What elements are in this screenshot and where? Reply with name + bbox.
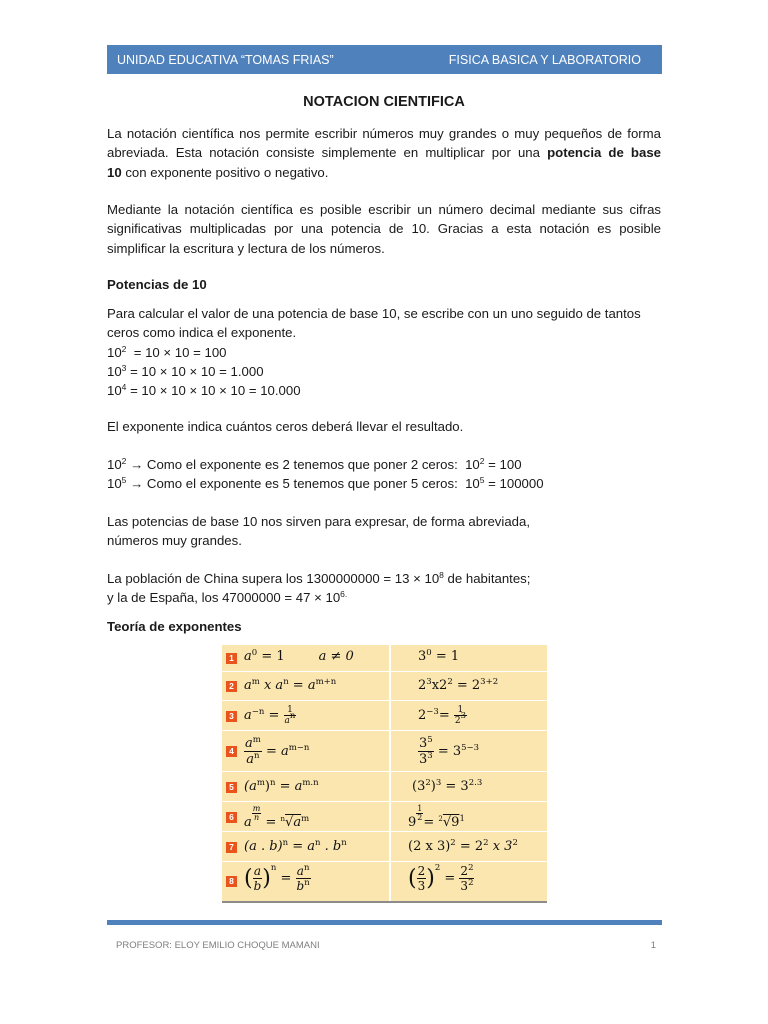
text-line: números muy grandes. — [107, 533, 242, 549]
rule-row-2 — [222, 671, 547, 701]
power-line: $10^3 = 10 \times 10 \times 10 = 1.000$ — [107, 362, 264, 379]
rule-formula: $\frac{a^m}{a^n}$ = $a^{m-n}$ — [245, 735, 310, 767]
section-heading-powers: Potencias de 10 — [107, 277, 207, 292]
text-line: La población de China supera los $1300000000 = 13 \times 10^8$ de habitantes; — [107, 570, 531, 586]
page-number: 1 — [650, 940, 656, 951]
rule-formula: $(a^m)^n = a^{m.n}$ — [244, 778, 319, 794]
rule-example: $\frac{3^5}{3^3}$ = $3^{5-3}$ — [419, 735, 480, 767]
footer-teacher: PROFESOR: ELOY EMILIO CHOQUE MAMANI — [116, 940, 320, 951]
rule-number-badge: 8 — [226, 876, 237, 887]
text-line: La notación científica nos permite escribir números muy grandes o muy pequeños de forma — [107, 126, 661, 141]
text-line: Mediante la notación científica es posible escribir un número decimal mediante sus cifras — [107, 202, 661, 217]
exponent-rules-table — [222, 644, 547, 903]
text-line: ceros como indica el exponente. — [107, 325, 297, 341]
rule-row-8 — [222, 861, 547, 902]
example-line: $10^5$ → Como el exponente es 5 tenemos que poner 5 ceros: $10^5 = 100000$ — [107, 475, 544, 492]
page-header — [107, 45, 662, 74]
text-line: significativas multiplicadas por una potencia de 10. Gracias a esta notación es posible — [107, 221, 661, 237]
examples-block — [107, 455, 661, 494]
power-line: $10^4 = 10 \times 10 \times 10 \times 10 = 10.000$ — [107, 382, 301, 399]
rule-example: 9 $\frac{1}{2}$ = $^2√9^1$ — [408, 804, 465, 830]
rule-row-7 — [222, 831, 547, 862]
rule-number-badge: 7 — [226, 842, 237, 853]
rule-row-3 — [222, 700, 547, 731]
rule-number-badge: 4 — [226, 746, 237, 757]
page-title: NOTACION CIENTIFICA — [303, 94, 465, 110]
example-line: $10^2$ → Como el exponente es 2 tenemos que poner 2 ceros: $10^2 = 100$ — [107, 456, 522, 472]
header-school: UNIDAD EDUCATIVA “TOMAS FRIAS” — [117, 52, 334, 67]
rule-example: (2 x $3)^2 = 2^2$ x $3^2$ — [408, 838, 518, 854]
bold-text: potencia de base — [547, 145, 661, 161]
text-line: Para calcular el valor de una potencia de base 10, se escribe con un uno seguido de tantos — [107, 306, 641, 321]
text-line: simplificar la escritura y lectura de los números. — [107, 240, 385, 256]
rule-number-badge: 2 — [226, 681, 237, 692]
rule-formula: $a^m$ x $a^n = a^{m+n}$ — [244, 677, 337, 693]
exponent-note: El exponente indica cuántos ceros deberá llevar el resultado. — [107, 419, 464, 434]
page-footer — [116, 940, 656, 951]
rule-formula: $a^{-n}$ = $\frac{1}{a^n}$ — [244, 705, 296, 726]
text-line: Las potencias de base 10 nos sirven para expresar, de forma abreviada, — [107, 514, 530, 529]
rule-formula: $a^0 = 1$ a ≠ 0 — [244, 648, 354, 664]
power-line: $10^2 = 10 \times 10 = 100$ — [107, 343, 227, 360]
footer-rule — [107, 920, 662, 925]
rule-formula: (a . $b)^n = a^n$ . $b^n$ — [244, 838, 347, 854]
second-paragraph — [107, 200, 661, 258]
text-line: abreviada. Esta notación consiste simplemente en multiplicar por una — [107, 145, 540, 161]
rule-number-badge: 6 — [226, 812, 237, 823]
rule-number-badge: 5 — [226, 782, 237, 793]
powers-paragraph — [107, 304, 661, 400]
rule-row-5 — [222, 771, 547, 802]
section-heading-exponents: Teoría de exponentes — [107, 619, 242, 634]
header-subject: FISICA BASICA Y LABORATORIO — [448, 52, 641, 67]
rule-formula: a $\frac{m}{n}$ = $^n√a^m$ — [244, 804, 310, 830]
population-paragraph — [107, 569, 661, 608]
rule-example: $2^{-3}=$ $\frac{1}{2^3}$ — [418, 705, 466, 726]
rule-example: ( $\frac{2}{3}$ )$^2$ = $\frac{2^2}{3^2}$ — [408, 863, 474, 893]
bold-text: 10 — [107, 164, 122, 180]
text-line: y la de España, los $47000000 = 47 \times 10^{6.}$ — [107, 589, 348, 606]
rule-example: $2^3x2^2 = 2^{3+2}$ — [418, 677, 499, 693]
base10-paragraph — [107, 512, 661, 551]
rule-example: $(3^2)^3 = 3^{2.3}$ — [412, 778, 483, 794]
rule-formula: ( $\frac{a}{b}$ )$^n$ = $\frac{a^n}{b^n}$ — [244, 863, 310, 893]
rule-number-badge: 3 — [226, 711, 237, 722]
rule-row-6 — [222, 801, 547, 832]
rule-example: $3^0 = 1$ — [418, 648, 460, 664]
rule-row-1 — [222, 644, 547, 672]
text-line: con exponente positivo o negativo. — [121, 164, 329, 180]
intro-paragraph — [107, 124, 661, 182]
rule-row-4 — [222, 730, 547, 772]
rule-number-badge: 1 — [226, 653, 237, 664]
